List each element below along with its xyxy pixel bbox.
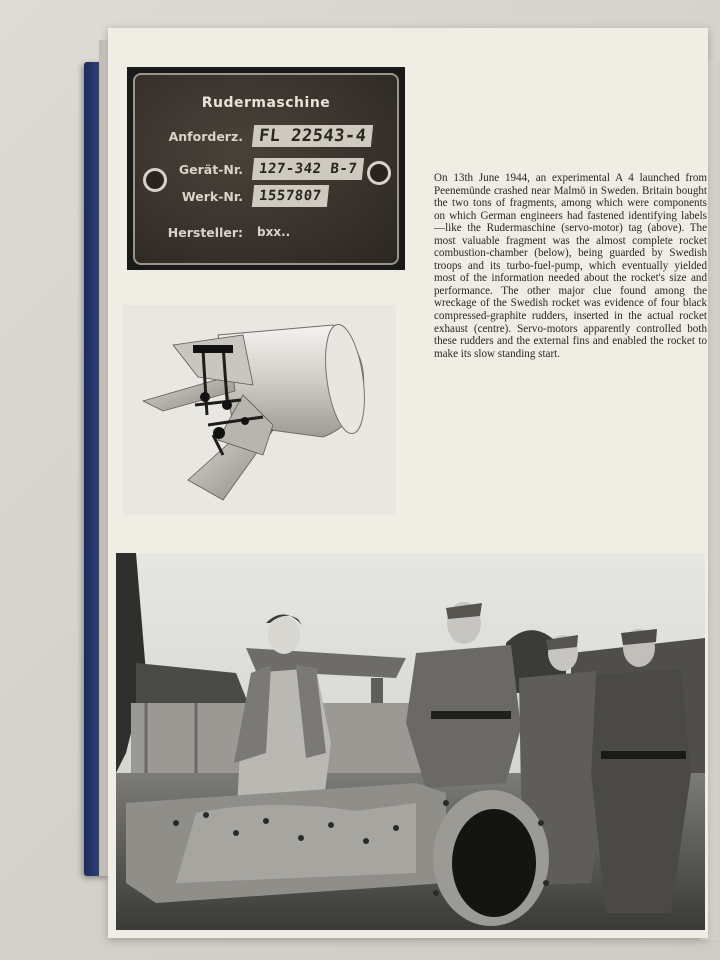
caption-paragraph: On 13th June 1944, an experimental A 4 launched from Peenemünde crashed near Malmö in Sweden. Britain bought the two tons of fragments, among which were components on which German engineers had fastened identifying labels—like the Rudermaschine (servo-motor) tag (above). The most valuable fragment was the almost complete rocket combustion-chamber (below), being guarded by Swedish troops and its turbo-fuel-pump, which eventually yielded most of the information needed about the rocket's size and performance. The other major clue found among the wreckage of the Swedish rocket was evidence of four black compressed-graphite rudders, inserted in the actual rocket exhaust (centre). Servo-motors apparently controlled both these rudders and the external fins and enabled the rocket to make its slow standing start. <box>434 172 707 360</box>
plate-label: Gerät-Nr. <box>178 162 243 177</box>
plate-row-hersteller <box>145 221 395 245</box>
plate-row-werk-nr <box>145 185 395 209</box>
wreck-photograph <box>116 553 705 930</box>
plate-value: 127-342 B-7 <box>252 158 365 180</box>
plate-value: 1557807 <box>252 185 329 207</box>
plate-title: Rudermaschine <box>201 95 331 111</box>
plate-label: Anforderz. <box>168 129 243 144</box>
plate-label: Hersteller: <box>167 225 243 240</box>
screw-hole-icon <box>367 161 391 185</box>
plate-row-geraet-nr <box>145 158 395 182</box>
plate-value: FL 22543-4 <box>252 125 374 147</box>
plate-label: Werk-Nr. <box>181 189 243 204</box>
caption-text-block <box>434 172 707 360</box>
plate-row-anforderz <box>145 125 395 149</box>
nameplate-photo <box>127 67 405 270</box>
rudder-drawing-photo <box>123 305 396 515</box>
plate-value: bxx.. <box>257 225 291 239</box>
rudermaschine-plate <box>133 73 399 265</box>
swedish-troops-guarding-chamber-photo <box>116 553 705 930</box>
combustion-chamber-rudder-illustration <box>123 305 396 515</box>
screw-hole-icon <box>143 168 167 192</box>
